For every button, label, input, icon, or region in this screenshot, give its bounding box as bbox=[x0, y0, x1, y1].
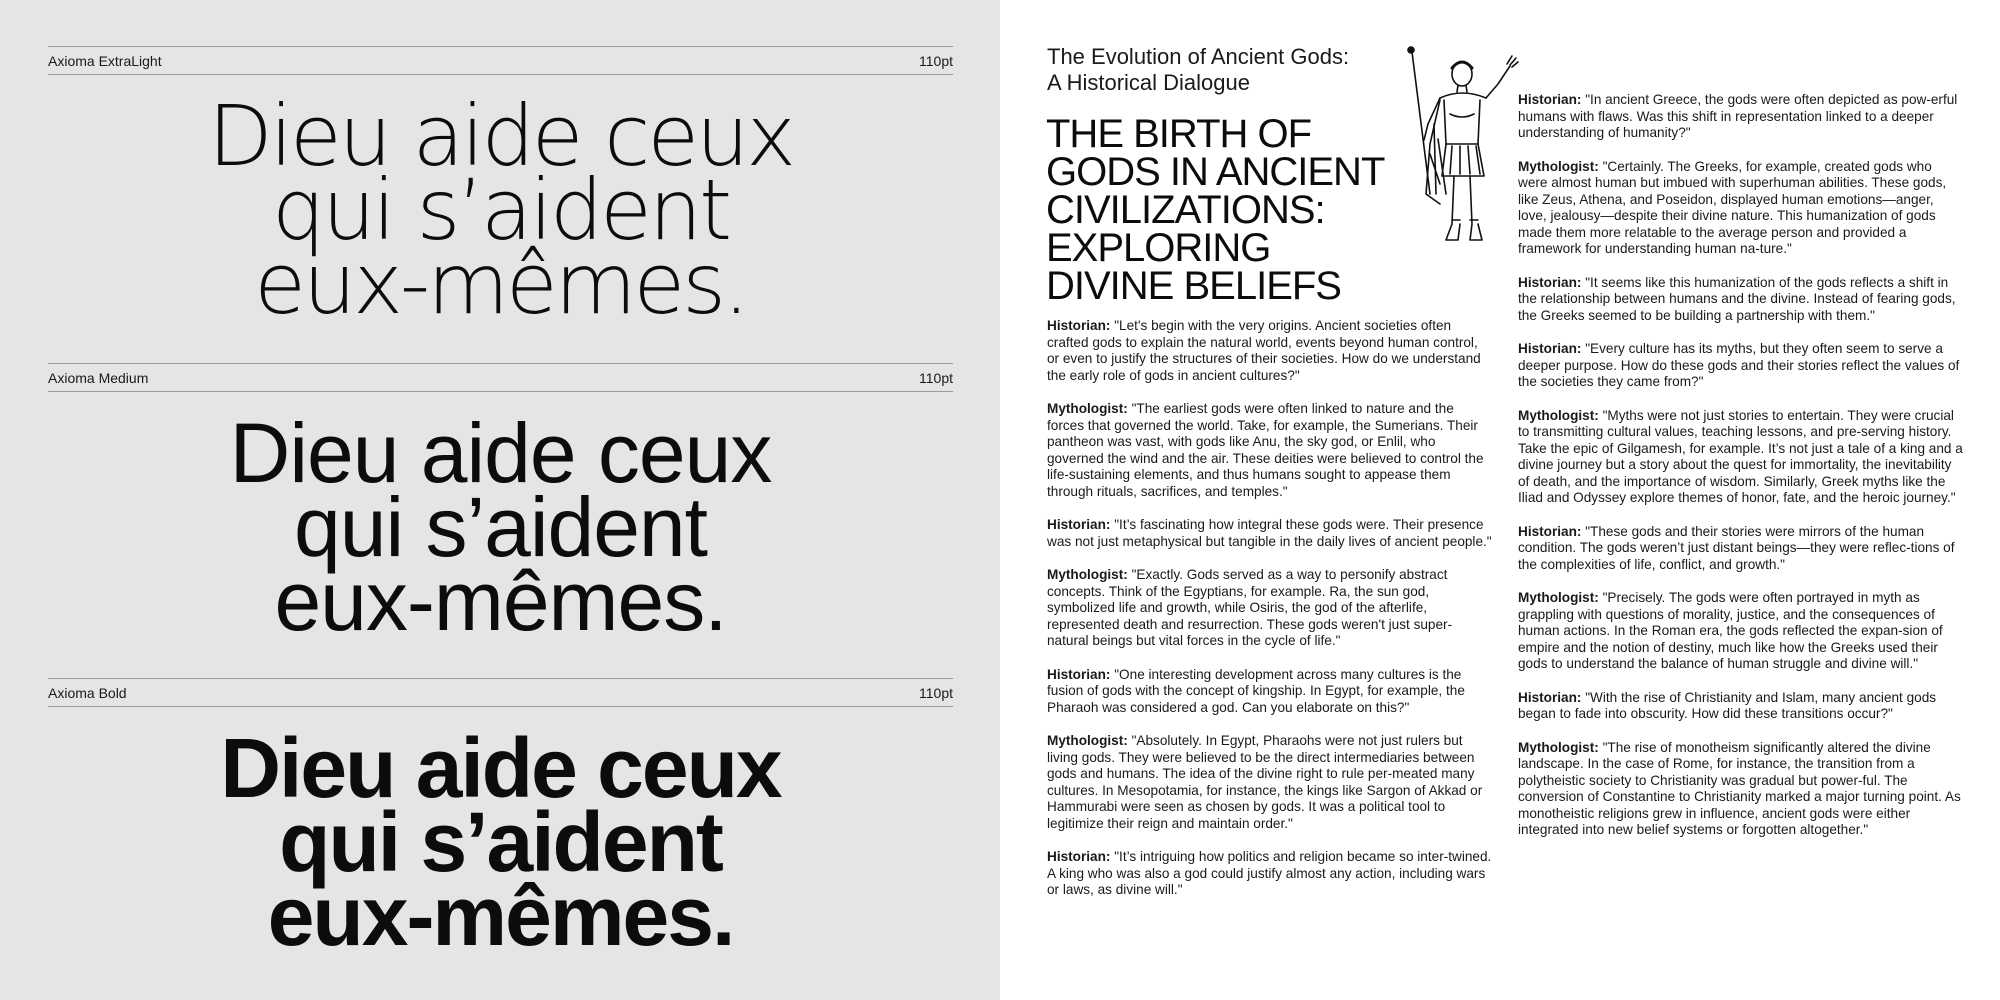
dialogue-paragraph bbox=[1047, 567, 1492, 650]
speaker-label: Historian: bbox=[1047, 318, 1111, 333]
specimen-header bbox=[48, 363, 953, 392]
paragraph-text: "Precisely. The gods were often portrayed in myth as grappling with questions of morality, justice, and the consequences of human actions. In the Roman era, the gods reflected the expan-sion of empire and the notion of destiny, much like how the Greeks used their gods to understand the balance of human struggle and divine will." bbox=[1518, 590, 1943, 671]
speaker-label: Historian: bbox=[1518, 341, 1582, 356]
speaker-label: Mythologist: bbox=[1518, 739, 1599, 755]
specimen-line: Dieu aide ceux bbox=[229, 406, 772, 500]
title-line: The Evolution of Ancient Gods: bbox=[1047, 44, 1350, 69]
headline-line: GODS IN ANCIENT bbox=[1046, 150, 1385, 194]
paragraph-text: "The rise of monotheism significantly altered the divine landscape. In the case of Rome, for instance, the transition from a polytheistic society to Christianity was gradual but power-ful. The conversion of Constantine to Christianity marked a major turning point. As monotheistic religions grew in influence, ancient gods were either integrated into new belief systems or forgotten altogether." bbox=[1518, 739, 1961, 837]
font-name: Axioma ExtraLight bbox=[48, 53, 162, 69]
dialogue-paragraph bbox=[1518, 590, 1963, 673]
speaker-label: Historian: bbox=[1518, 523, 1582, 539]
specimen-extralight bbox=[48, 46, 953, 333]
paragraph-text: "It’s fascinating how integral these gods were. Their presence was not just metaphysical but tangible in the daily lives of ancient people." bbox=[1047, 517, 1492, 549]
specimen-header bbox=[48, 678, 953, 707]
dialogue-paragraph bbox=[1518, 524, 1963, 574]
dialogue-paragraph bbox=[1047, 667, 1492, 717]
headline-line: THE BIRTH OF bbox=[1046, 112, 1312, 156]
paragraph-text: "It seems like this humanization of the gods reflects a shift in the relationship between humans and the divine. Instead of fearing gods, the Greeks seemed to be building a partnership with them." bbox=[1518, 274, 1956, 323]
headline-line: DIVINE BELIEFS bbox=[1046, 264, 1341, 308]
speaker-label: Historian: bbox=[1047, 517, 1111, 532]
dialogue-paragraph bbox=[1518, 740, 1963, 839]
font-size-label: 110pt bbox=[919, 370, 953, 386]
article-page bbox=[1000, 0, 2000, 1000]
dialogue-paragraph bbox=[1518, 408, 1963, 507]
speaker-label: Mythologist: bbox=[1047, 733, 1128, 748]
paragraph-text: "One interesting development across many cultures is the fusion of gods with the concept of kingship. In Egypt, for example, the Pharaoh was considered a god. Can you elaborate on this?" bbox=[1047, 666, 1465, 715]
greek-god-statue-icon bbox=[1400, 44, 1525, 254]
paragraph-text: "In ancient Greece, the gods were often depicted as pow-erful humans with flaws. Was this shift in representation linked to a deeper understanding of humanity?" bbox=[1518, 92, 1958, 140]
article-title bbox=[1047, 44, 1349, 96]
headline bbox=[1046, 112, 1436, 308]
font-name: Axioma Bold bbox=[48, 685, 127, 701]
font-name: Axioma Medium bbox=[48, 370, 149, 386]
column-right bbox=[1518, 92, 1963, 856]
specimen-line: qui s’aident bbox=[279, 795, 722, 889]
dialogue-paragraph bbox=[1047, 401, 1492, 500]
column-left bbox=[1047, 318, 1492, 916]
dialogue-paragraph bbox=[1518, 92, 1963, 142]
dialogue-paragraph bbox=[1518, 690, 1963, 723]
speaker-label: Historian: bbox=[1047, 666, 1111, 682]
speaker-label: Mythologist: bbox=[1518, 407, 1599, 423]
speaker-label: Mythologist: bbox=[1518, 158, 1599, 174]
speaker-label: Historian: bbox=[1518, 689, 1582, 705]
specimen-line: Dieu aide ceux bbox=[208, 87, 793, 185]
paragraph-text: "With the rise of Christianity and Islam, many ancient gods began to fade into obscurity. How did these transitions occur?" bbox=[1518, 689, 1937, 721]
paragraph-text: "Let's begin with the very origins. Ancient societies often crafted gods to explain the natural world, events beyond human control, or even to justify the structures of their societies. How do we understand the early role of gods in ancient cultures?" bbox=[1047, 318, 1481, 383]
speaker-label: Historian: bbox=[1047, 849, 1111, 864]
paragraph-text: "Exactly. Gods served as a way to personify abstract concepts. Think of the Egyptians, for example. Ra, the sun god, symbolized life and growth, while Osiris, the god of the afterlife, represented death and resurrection. These gods weren't just super-natural beings but vital forces in the cycle of life." bbox=[1047, 567, 1453, 648]
title-line: A Historical Dialogue bbox=[1047, 70, 1250, 95]
font-size-label: 110pt bbox=[919, 53, 953, 69]
dialogue-paragraph bbox=[1047, 849, 1492, 899]
specimen-text bbox=[48, 406, 953, 648]
font-size-label: 110pt bbox=[919, 685, 953, 701]
paragraph-text: "Absolutely. In Egypt, Pharaohs were not just rulers but living gods. They were believed to be the direct intermediaries between gods and humans. The idea of the divine right to rule per-meated many cultures. In Mesopotamia, for instance, the kings like Sargon of Akkad or Hammurabi were seen as chosen by gods. It was a political tool to legitimize their reign and maintain order." bbox=[1047, 733, 1483, 831]
paragraph-text: "Every culture has its myths, but they often seem to serve a deeper purpose. How do these gods and their stories reflect the values of the societies they came from?" bbox=[1518, 341, 1960, 389]
specimen-text bbox=[48, 721, 953, 963]
headline-line: EXPLORING bbox=[1046, 226, 1271, 270]
specimen-line: qui s’aident bbox=[294, 480, 707, 574]
paragraph-text: "The earliest gods were often linked to nature and the forces that governed the world. Take, for example, the Sumerians. Their pantheon was vast, with gods like Anu, the sky god, or Enlil, who governed the wind and the air. These deities were believed to control the life-sustaining elements, and thus humans sought to appease them through rituals, sacrifices, and temples." bbox=[1047, 401, 1484, 499]
specimen-line: eux-mêmes. bbox=[274, 554, 727, 648]
speaker-label: Historian: bbox=[1518, 274, 1582, 290]
paragraph-text: "Certainly. The Greeks, for example, created gods who were almost human but imbued with superhuman abilities. These gods, like Zeus, Athena, and Poseidon, displayed human emotions—anger, love, jealousy—despite their divine nature. This humanization of gods made them more relatable to the average person and provided a framework for understanding human na-ture." bbox=[1518, 158, 1947, 256]
specimen-line: eux-mêmes. bbox=[254, 235, 747, 333]
paragraph-text: "These gods and their stories were mirrors of the human condition. The gods weren’t just distant beings—they were reflec-tions of the complexities of life, conflict, and growth." bbox=[1518, 523, 1955, 572]
headline-line: CIVILIZATIONS: bbox=[1046, 188, 1325, 232]
specimen-line: eux-mêmes. bbox=[267, 869, 734, 963]
specimen-line: qui s’aident bbox=[271, 161, 730, 259]
paragraph-text: "It’s intriguing how politics and religion became so inter-twined. A king who was also a god could justify almost any action, including wars or laws, as divine will." bbox=[1047, 849, 1492, 897]
specimen-bold bbox=[48, 678, 953, 963]
dialogue-paragraph bbox=[1518, 159, 1963, 258]
speaker-label: Historian: bbox=[1518, 92, 1582, 107]
speaker-label: Mythologist: bbox=[1518, 590, 1599, 605]
dialogue-paragraph bbox=[1518, 275, 1963, 325]
dialogue-paragraph bbox=[1518, 341, 1963, 391]
specimen-text bbox=[48, 87, 953, 333]
specimen-header bbox=[48, 46, 953, 75]
dialogue-paragraph bbox=[1047, 733, 1492, 832]
speaker-label: Mythologist: bbox=[1047, 567, 1128, 582]
specimen-medium bbox=[48, 363, 953, 648]
dialogue-paragraph bbox=[1047, 517, 1492, 550]
specimen-line: Dieu aide ceux bbox=[220, 721, 781, 815]
speaker-label: Mythologist: bbox=[1047, 401, 1128, 416]
dialogue-paragraph bbox=[1047, 318, 1492, 384]
paragraph-text: "Myths were not just stories to entertain. They were crucial to transmitting cultural values, teaching lessons, and pre-serving history. Take the epic of Gilgamesh, for example. It’s not just a tale of a king and a divine journey but a story about the quest for immortality, the inevitability of death, and the importance of wisdom. Similarly, Greek myths like the Iliad and Odyssey explore themes of honor, fate, and the heroic journey." bbox=[1518, 407, 1963, 505]
